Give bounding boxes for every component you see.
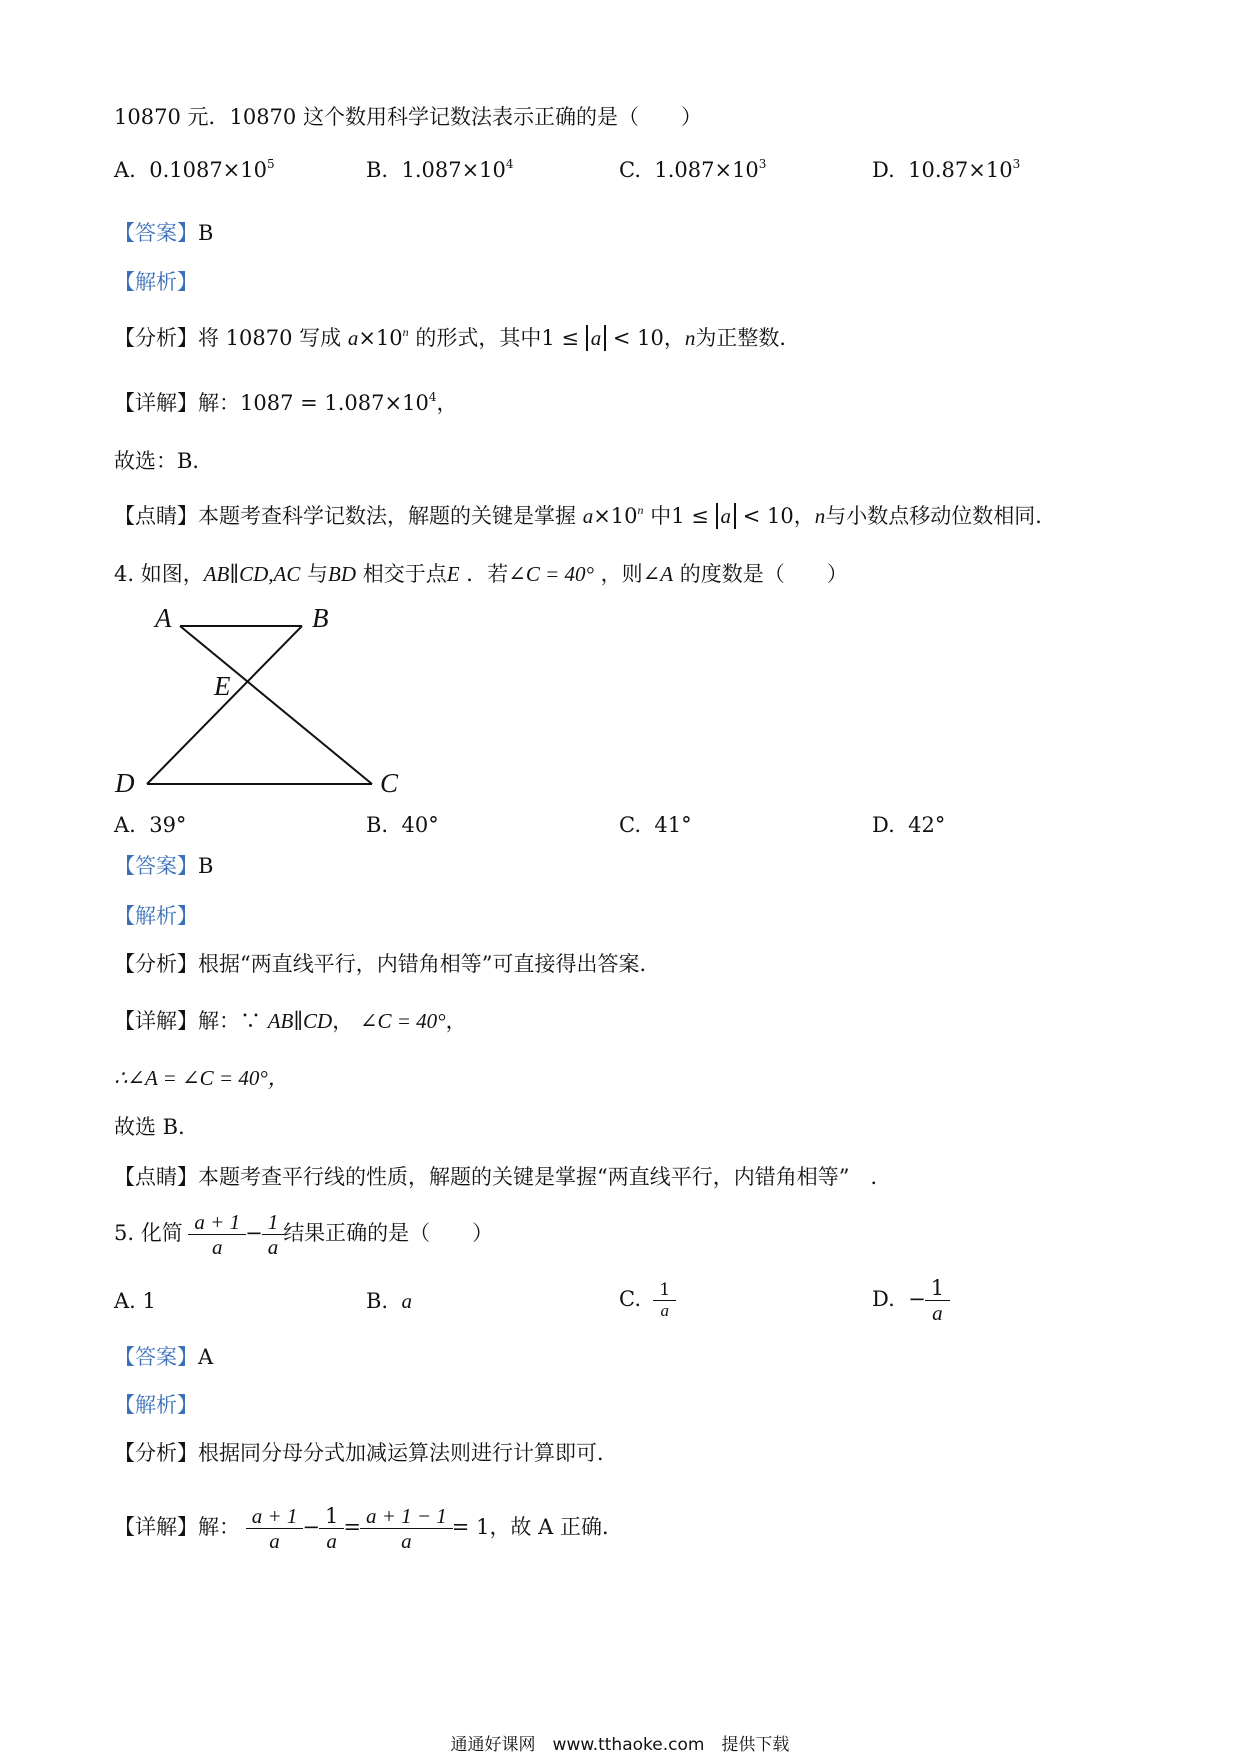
q4-dianjing: 【点睛】本题考查平行线的性质，解题的关键是掌握“两直线平行，内错角相等” ． (114, 1165, 892, 1189)
q5-option-c: C. $\frac{1}{a}$ (619, 1269, 675, 1329)
q4-answer: 【答案】B (114, 854, 214, 878)
q4-option-d: D. 42° (872, 813, 946, 837)
label-c: C (380, 768, 399, 795)
q4-option-a: A. 39° (114, 813, 187, 837)
q4-stem: 4. 如图，AB∥CD,AC 与BD 相交于点E ．若∠C = 40° ，则∠A 的度数是（ ） (114, 562, 848, 586)
q3-fenxi: 【分析】将 10870 写成 $a\times 10^n$ 的形式，其中1 ≤ a < 10，n为正整数． (114, 325, 801, 350)
q3-dianjing: 【点睛】本题考查科学记数法，解题的关键是掌握 $a\times 10^n$ 中1 ≤ a < 10，n与小数点移动位数相同． (114, 503, 1057, 528)
q3-analysis-tag: 【解析】 (114, 270, 198, 294)
label-b: B (312, 603, 329, 633)
label-e: E (214, 671, 231, 701)
q5-xiangjie: 【详解】解： $\frac{a + 1}{a}$ − $\frac{1}{a}$ = $\frac{a + 1 - 1}{a}$ = 1，故 A 正确． (114, 1504, 623, 1553)
q5-option-a: A. 1 (114, 1289, 156, 1313)
q4-option-b: B. 40° (366, 813, 439, 837)
label-d: D (115, 768, 135, 795)
q4-therefore: ∴∠A = ∠C = 40°， (114, 1066, 289, 1090)
q3-option-a: A. $0.1087\times 10^5$ (114, 157, 275, 182)
q4-figure (100, 595, 420, 795)
q3-choose: 故选：B． (114, 449, 214, 473)
q5-option-b: B. a (366, 1289, 412, 1313)
q3-stem: 10870 元．10870 这个数用科学记数法表示正确的是（ ） (114, 105, 702, 129)
q5-option-d: D. − $\frac{1}{a}$ (872, 1269, 949, 1329)
q5-stem: 5. 化简 $\frac{a + 1}{a}$ − $\frac{1}{a}$ 结果正确的是（ ） (114, 1210, 494, 1259)
segment-bd (147, 626, 302, 784)
q5-fraction-1: $\frac{a + 1}{a}$ (191, 1210, 243, 1259)
q5-fenxi: 【分析】根据同分母分式加减运算法则进行计算即可． (114, 1441, 618, 1465)
q4-fenxi: 【分析】根据“两直线平行，内错角相等”可直接得出答案． (114, 952, 661, 976)
q4-option-c: C. 41° (619, 813, 692, 837)
q3-xiangjie: 【详解】解：$1087 = 1.087\times 10^4$， (114, 390, 458, 415)
q3-option-c: C. $1.087\times 10^3$ (619, 157, 767, 182)
q5-analysis-tag: 【解析】 (114, 1393, 198, 1417)
q5-answer: 【答案】A (114, 1345, 214, 1369)
q4-choose: 故选 B． (114, 1115, 200, 1139)
segment-ac (180, 626, 372, 784)
q4-analysis-tag: 【解析】 (114, 904, 198, 928)
q3-option-d: D. $10.87\times 10^3$ (872, 157, 1021, 182)
page-footer: 通通好课网 www.tthaoke.com 提供下载 (450, 1735, 790, 1755)
q5-fraction-2: $\frac{1}{a}$ (265, 1210, 282, 1259)
q4-xiangjie: 【详解】解：∵ AB∥CD， ∠C = 40°， (114, 1009, 467, 1033)
q3-option-b: B. $1.087\times 10^4$ (366, 157, 514, 182)
label-a: A (155, 603, 172, 633)
q3-answer: 【答案】B (114, 221, 214, 245)
